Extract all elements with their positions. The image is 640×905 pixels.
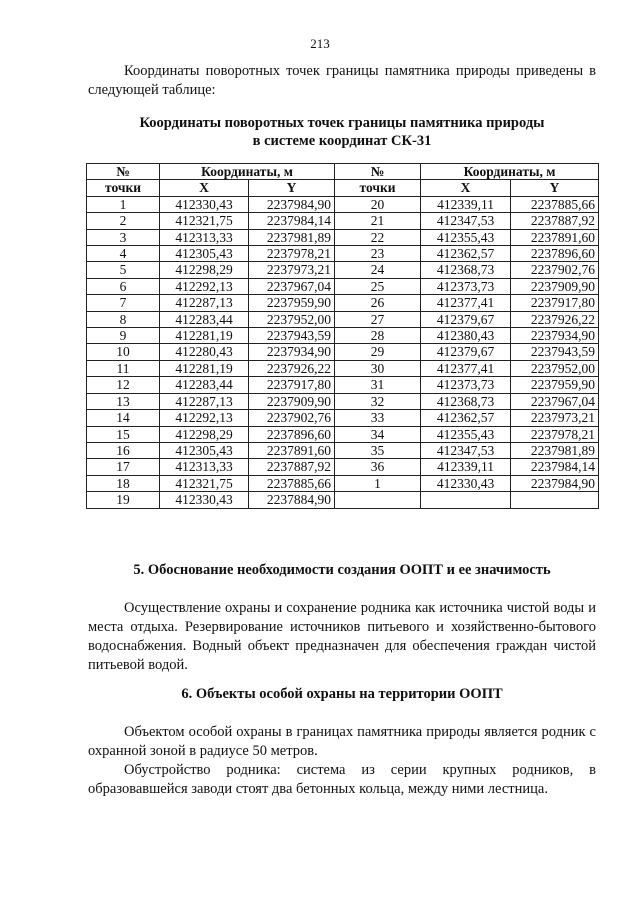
header-coords-left: Координаты, м	[160, 164, 335, 180]
y-coordinate-cell: 2237887,92	[511, 213, 599, 229]
point-number-cell: 30	[335, 360, 421, 376]
point-number-cell: 20	[335, 196, 421, 212]
y-coordinate-cell: 2237967,04	[249, 278, 335, 294]
table-row	[87, 295, 599, 311]
table-row	[87, 442, 599, 458]
y-coordinate-cell: 2237909,90	[511, 278, 599, 294]
table-title-line-2: в системе координат СК-31	[252, 133, 432, 149]
page-number: 213	[310, 36, 330, 51]
point-number-cell: 22	[335, 229, 421, 245]
x-coordinate-cell: 412368,73	[421, 393, 511, 409]
y-coordinate-cell: 2237978,21	[511, 426, 599, 442]
y-coordinate-cell: 2237891,60	[249, 442, 335, 458]
y-coordinate-cell: 2237943,59	[511, 344, 599, 360]
y-coordinate-cell: 2237967,04	[511, 393, 599, 409]
x-coordinate-cell: 412355,43	[421, 229, 511, 245]
y-coordinate-cell: 2237973,21	[249, 262, 335, 278]
section-6-paragraph-1: Объектом особой охраны в границах памятника природы является родник с охранной зоной в радиусе 50 метров.	[88, 724, 596, 759]
table-row	[87, 410, 599, 426]
x-coordinate-cell: 412377,41	[421, 295, 511, 311]
x-coordinate-cell: 412362,57	[421, 246, 511, 262]
y-coordinate-cell: 2237885,66	[511, 196, 599, 212]
y-coordinate-cell: 2237934,90	[249, 344, 335, 360]
coordinates-table	[86, 163, 599, 509]
y-coordinate-cell: 2237926,22	[511, 311, 599, 327]
point-number-cell: 4	[87, 246, 160, 262]
section-5-title: 5. Обоснование необходимости создания ООПТ и ее значимость	[133, 562, 551, 578]
point-number-cell: 34	[335, 426, 421, 442]
table-row	[87, 229, 599, 245]
y-coordinate-cell: 2237896,60	[511, 246, 599, 262]
point-number-cell: 9	[87, 328, 160, 344]
table-row	[87, 262, 599, 278]
header-point-right: точки	[335, 180, 421, 196]
x-coordinate-cell: 412373,73	[421, 377, 511, 393]
y-coordinate-cell: 2237978,21	[249, 246, 335, 262]
y-coordinate-cell: 2237926,22	[249, 360, 335, 376]
y-coordinate-cell: 2237943,59	[249, 328, 335, 344]
point-number-cell: 26	[335, 295, 421, 311]
x-coordinate-cell: 412379,67	[421, 311, 511, 327]
point-number-cell: 19	[87, 492, 160, 508]
table-row	[87, 475, 599, 491]
point-number-cell: 16	[87, 442, 160, 458]
y-coordinate-cell	[511, 492, 599, 508]
point-number-cell: 2	[87, 213, 160, 229]
y-coordinate-cell: 2237973,21	[511, 410, 599, 426]
intro-paragraph: Координаты поворотных точек границы памятника природы приведены в следующей таблице:	[88, 63, 596, 98]
header-coords-right: Координаты, м	[421, 164, 599, 180]
y-coordinate-cell: 2237934,90	[511, 328, 599, 344]
point-number-cell: 17	[87, 459, 160, 475]
x-coordinate-cell: 412281,19	[160, 328, 249, 344]
table-row	[87, 426, 599, 442]
point-number-cell: 23	[335, 246, 421, 262]
x-coordinate-cell: 412377,41	[421, 360, 511, 376]
y-coordinate-cell: 2237959,90	[511, 377, 599, 393]
point-number-cell: 1	[87, 196, 160, 212]
x-coordinate-cell: 412313,33	[160, 459, 249, 475]
section-5-paragraph: Осуществление охраны и сохранение родника как источника чистой воды и места отдыха. Резервирование источников питьевого и хозяйственно-бытового водоснабжения. Водный объект предназначен для обеспечения граждан чистой питьевой водой.	[88, 600, 596, 673]
table-row	[87, 393, 599, 409]
x-coordinate-cell: 412283,44	[160, 311, 249, 327]
y-coordinate-cell: 2237984,14	[511, 459, 599, 475]
section-6	[88, 686, 596, 799]
x-coordinate-cell: 412283,44	[160, 377, 249, 393]
table-row	[87, 360, 599, 376]
x-coordinate-cell: 412330,43	[160, 196, 249, 212]
y-coordinate-cell: 2237984,90	[511, 475, 599, 491]
point-number-cell: 1	[335, 475, 421, 491]
section-6-title: 6. Объекты особой охраны на территории ООПТ	[181, 686, 503, 702]
table-title	[88, 114, 596, 150]
y-coordinate-cell: 2237902,76	[511, 262, 599, 278]
table-row	[87, 311, 599, 327]
y-coordinate-cell: 2237891,60	[511, 229, 599, 245]
x-coordinate-cell: 412373,73	[421, 278, 511, 294]
x-coordinate-cell: 412368,73	[421, 262, 511, 278]
y-coordinate-cell: 2237902,76	[249, 410, 335, 426]
coordinates-table-body	[87, 196, 599, 508]
x-coordinate-cell: 412339,11	[421, 196, 511, 212]
y-coordinate-cell: 2237896,60	[249, 426, 335, 442]
point-number-cell: 28	[335, 328, 421, 344]
point-number-cell: 7	[87, 295, 160, 311]
x-coordinate-cell: 412321,75	[160, 475, 249, 491]
header-num-left: №	[87, 164, 160, 180]
point-number-cell: 14	[87, 410, 160, 426]
table-row	[87, 459, 599, 475]
y-coordinate-cell: 2237959,90	[249, 295, 335, 311]
y-coordinate-cell: 2237909,90	[249, 393, 335, 409]
x-coordinate-cell: 412292,13	[160, 278, 249, 294]
table-row	[87, 213, 599, 229]
x-coordinate-cell: 412380,43	[421, 328, 511, 344]
x-coordinate-cell: 412347,53	[421, 213, 511, 229]
y-coordinate-cell: 2237981,89	[249, 229, 335, 245]
table-row	[87, 344, 599, 360]
point-number-cell: 33	[335, 410, 421, 426]
x-coordinate-cell: 412355,43	[421, 426, 511, 442]
y-coordinate-cell: 2237981,89	[511, 442, 599, 458]
x-coordinate-cell: 412330,43	[160, 492, 249, 508]
y-coordinate-cell: 2237887,92	[249, 459, 335, 475]
x-coordinate-cell: 412321,75	[160, 213, 249, 229]
header-num-right: №	[335, 164, 421, 180]
y-coordinate-cell: 2237917,80	[511, 295, 599, 311]
point-number-cell: 21	[335, 213, 421, 229]
point-number-cell: 5	[87, 262, 160, 278]
x-coordinate-cell: 412313,33	[160, 229, 249, 245]
point-number-cell: 32	[335, 393, 421, 409]
y-coordinate-cell: 2237884,90	[249, 492, 335, 508]
header-y-left: Y	[249, 180, 335, 196]
table-title-line-1: Координаты поворотных точек границы памятника природы	[139, 115, 545, 131]
point-number-cell: 13	[87, 393, 160, 409]
header-point-left: точки	[87, 180, 160, 196]
point-number-cell: 10	[87, 344, 160, 360]
point-number-cell: 11	[87, 360, 160, 376]
table-row	[87, 246, 599, 262]
point-number-cell: 29	[335, 344, 421, 360]
header-x-left: X	[160, 180, 249, 196]
table-row	[87, 328, 599, 344]
point-number-cell: 36	[335, 459, 421, 475]
point-number-cell: 6	[87, 278, 160, 294]
point-number-cell: 27	[335, 311, 421, 327]
y-coordinate-cell: 2237952,00	[511, 360, 599, 376]
table-row	[87, 278, 599, 294]
table-row	[87, 377, 599, 393]
x-coordinate-cell	[421, 492, 511, 508]
point-number-cell: 15	[87, 426, 160, 442]
point-number-cell: 3	[87, 229, 160, 245]
point-number-cell	[335, 492, 421, 508]
point-number-cell: 12	[87, 377, 160, 393]
point-number-cell: 8	[87, 311, 160, 327]
x-coordinate-cell: 412330,43	[421, 475, 511, 491]
x-coordinate-cell: 412298,29	[160, 262, 249, 278]
point-number-cell: 24	[335, 262, 421, 278]
x-coordinate-cell: 412280,43	[160, 344, 249, 360]
x-coordinate-cell: 412287,13	[160, 295, 249, 311]
point-number-cell: 18	[87, 475, 160, 491]
header-x-right: X	[421, 180, 511, 196]
x-coordinate-cell: 412287,13	[160, 393, 249, 409]
y-coordinate-cell: 2237984,14	[249, 213, 335, 229]
y-coordinate-cell: 2237952,00	[249, 311, 335, 327]
header-y-right: Y	[511, 180, 599, 196]
point-number-cell: 35	[335, 442, 421, 458]
x-coordinate-cell: 412362,57	[421, 410, 511, 426]
x-coordinate-cell: 412347,53	[421, 442, 511, 458]
table-row	[87, 196, 599, 212]
point-number-cell: 25	[335, 278, 421, 294]
x-coordinate-cell: 412281,19	[160, 360, 249, 376]
x-coordinate-cell: 412339,11	[421, 459, 511, 475]
y-coordinate-cell: 2237917,80	[249, 377, 335, 393]
section-6-paragraph-2: Обустройство родника: система из серии крупных родников, в образовавшейся заводи стоят два бетонных кольца, между ними лестница.	[88, 762, 596, 797]
x-coordinate-cell: 412298,29	[160, 426, 249, 442]
y-coordinate-cell: 2237984,90	[249, 196, 335, 212]
point-number-cell: 31	[335, 377, 421, 393]
x-coordinate-cell: 412305,43	[160, 246, 249, 262]
x-coordinate-cell: 412292,13	[160, 410, 249, 426]
section-5	[88, 562, 596, 675]
table-row	[87, 492, 599, 508]
x-coordinate-cell: 412379,67	[421, 344, 511, 360]
y-coordinate-cell: 2237885,66	[249, 475, 335, 491]
x-coordinate-cell: 412305,43	[160, 442, 249, 458]
